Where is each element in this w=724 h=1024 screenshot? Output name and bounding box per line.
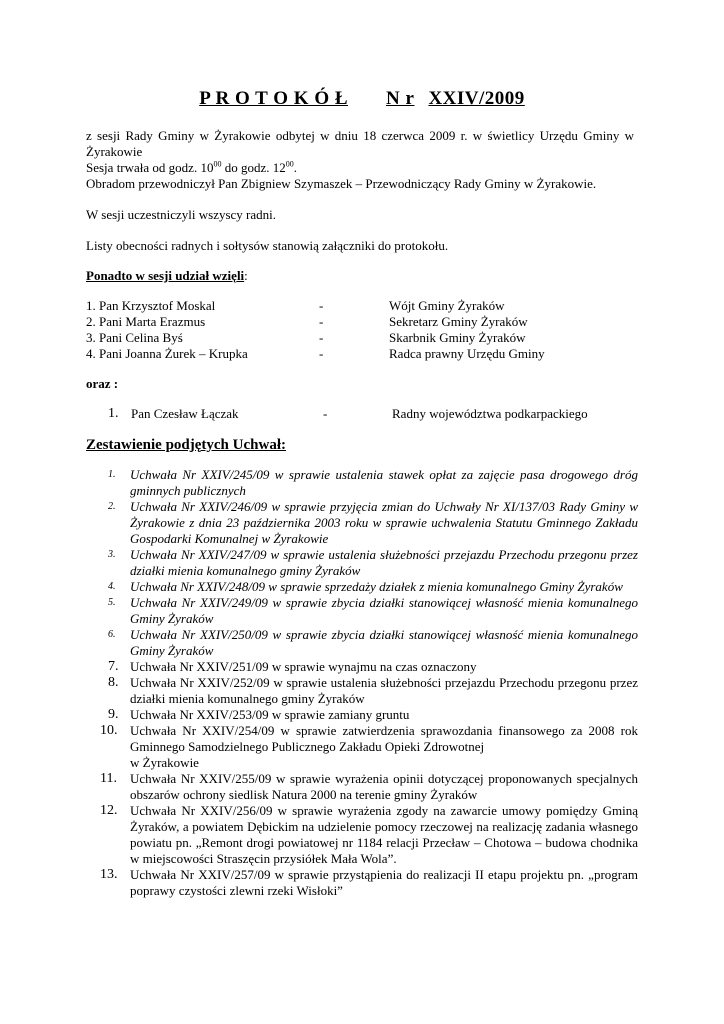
resolution-number: 13.: [100, 867, 118, 882]
participant-name: 2. Pani Marta Erazmus: [86, 314, 206, 329]
extra-participant-number: 1.: [108, 406, 119, 421]
participant-dash: -: [319, 346, 324, 361]
participant-role: Skarbnik Gminy Żyraków: [389, 330, 526, 345]
resolutions-list: [86, 467, 638, 899]
title-part-nr: N r: [386, 88, 415, 109]
resolution-number: 10.: [100, 723, 118, 738]
document-title: [0, 87, 724, 111]
resolution-number: 9.: [108, 707, 119, 722]
participants-heading-text: Ponadto w sesji udział wzięli: [86, 268, 245, 283]
participant-dash: -: [319, 314, 324, 329]
intro-session-info: z sesji Rady Gminy w Żyrakowie odbytej w dniu 18 czerwca 2009 r. w świetlicy Urzędu Gminy w Żyrakowie: [86, 128, 634, 159]
participant-role: Radca prawny Urzędu Gminy: [389, 346, 545, 361]
title-part-number: XXIV/2009: [428, 88, 525, 109]
session-start-minutes: 00: [213, 159, 222, 169]
session-duration-end: .: [293, 160, 297, 175]
participant-dash: -: [319, 298, 324, 313]
resolution-text: Uchwała Nr XXIV/248/09 w sprawie sprzedaży działek z mienia komunalnego Gminy Żyraków: [130, 579, 623, 594]
participant-name: 1. Pan Krzysztof Moskal: [86, 298, 216, 313]
resolution-number: 11.: [100, 771, 117, 786]
participant-row: [0, 330, 724, 346]
resolution-number: 7.: [108, 659, 119, 674]
participant-dash: -: [319, 330, 324, 345]
resolution-item: [86, 867, 638, 899]
session-duration: [86, 160, 297, 176]
resolution-number: 3.: [108, 549, 116, 560]
resolution-item: [86, 595, 638, 627]
attendance-line: W sesji uczestniczyli wszyscy radni.: [86, 207, 277, 222]
resolution-text: Uchwała Nr XXIV/247/09 w sprawie ustalenia służebności przejazdu Przechodu przegonu przez działki mienia komunalnego gminy Żyraków: [130, 547, 638, 578]
resolution-number: 8.: [108, 675, 119, 690]
resolution-item: [86, 659, 638, 675]
resolution-text: Uchwała Nr XXIV/256/09 w sprawie wyrażenia zgody na zawarcie umowy pomiędzy Gminą Żyraków, a powiatem Dębickim na udzielenie pomocy rzeczowej na realizację zadania własnego powiatu pn. „Remont drogi powiatowej nr 1184 relacji Przecław – Chotowa – budowa chodnika w miejscowości Straszęcin przysiółek Mała Wola”.: [130, 803, 638, 866]
resolution-number: 2.: [108, 501, 116, 512]
resolution-number: 12.: [100, 803, 118, 818]
title-part-protokol: P R O T O K Ó Ł: [199, 88, 349, 109]
participant-row: [0, 314, 724, 330]
participants-heading: [86, 268, 248, 284]
resolution-number: 6.: [108, 629, 116, 640]
resolution-item: [86, 627, 638, 659]
session-duration-text: Sesja trwała od godz. 10: [86, 160, 214, 175]
resolution-item: [86, 675, 638, 707]
resolution-item: [86, 467, 638, 499]
extra-participant-name: Pan Czesław Łączak: [131, 406, 239, 421]
participant-role: Sekretarz Gminy Żyraków: [389, 314, 528, 329]
participant-role: Wójt Gminy Żyraków: [389, 298, 505, 313]
resolution-text: Uchwała Nr XXIV/245/09 w sprawie ustalenia stawek opłat za zajęcie pasa drogowego dróg gminnych publicznych: [130, 467, 638, 498]
resolution-number: 5.: [108, 597, 116, 608]
resolution-text: Uchwała Nr XXIV/251/09 w sprawie wynajmu na czas oznaczony: [130, 659, 477, 674]
resolution-item: [86, 707, 638, 723]
resolution-text: Uchwała Nr XXIV/249/09 w sprawie zbycia działki stanowiącej własność mienia komunalnego Gminy Żyraków: [130, 595, 638, 626]
resolution-item: [86, 803, 638, 867]
resolution-item: [86, 547, 638, 579]
resolution-number: 1.: [108, 469, 116, 480]
resolution-text: Uchwała Nr XXIV/255/09 w sprawie wyrażenia opinii dotyczącej proponowanych specjalnych obszarów ochrony siedlisk Natura 2000 na terenie gminy Żyraków: [130, 771, 638, 802]
extra-participant-role: Radny województwa podkarpackiego: [392, 406, 588, 421]
participant-row: [0, 298, 724, 314]
resolution-item: [86, 579, 638, 595]
extra-participant-dash: -: [323, 406, 328, 421]
resolution-text: Uchwała Nr XXIV/252/09 w sprawie ustalenia służebności przejazdu Przechodu przegonu przez działki mienia komunalnego gminy Żyraków: [130, 675, 638, 706]
resolution-text: Uchwała Nr XXIV/254/09 w sprawie zatwierdzenia sprawozdania finansowego za 2008 rok Gminnego Samodzielnego Publicznego Zakładu Opieki Zdrowotnej: [130, 723, 638, 754]
participants-heading-colon: :: [244, 268, 248, 283]
resolution-text: Uchwała Nr XXIV/250/09 w sprawie zbycia działki stanowiącej własność mienia komunalnego Gminy Żyraków: [130, 627, 638, 658]
resolution-item: [86, 723, 638, 771]
session-end-minutes: 00: [285, 159, 294, 169]
oraz-label: oraz :: [86, 376, 119, 391]
extra-participant-row: [0, 406, 724, 424]
resolution-text-continuation: w Żyrakowie: [130, 755, 199, 770]
chairman-line: Obradom przewodniczył Pan Zbigniew Szymaszek – Przewodniczący Rady Gminy w Żyrakowie.: [86, 176, 597, 191]
participant-name: 3. Pani Celina Byś: [86, 330, 183, 345]
resolution-item: [86, 499, 638, 547]
participant-row: [0, 346, 724, 362]
resolution-text: Uchwała Nr XXIV/253/09 w sprawie zamiany gruntu: [130, 707, 410, 722]
resolutions-heading: Zestawienie podjętych Uchwał:: [86, 437, 286, 453]
resolution-number: 4.: [108, 581, 116, 592]
resolution-item: [86, 771, 638, 803]
attendance-lists-line: Listy obecności radnych i sołtysów stanowią załączniki do protokołu.: [86, 238, 449, 253]
session-duration-text-mid: do godz. 12: [221, 160, 286, 175]
resolution-text: Uchwała Nr XXIV/246/09 w sprawie przyjęcia zmian do Uchwały Nr XI/137/03 Rady Gminy w Żyrakowie z dnia 23 października 2003 roku w sprawie uchwalenia Statutu Gminnego Zakładu Gospodarki Komunalnej w Żyrakowie: [130, 499, 638, 546]
resolution-text: Uchwała Nr XXIV/257/09 w sprawie przystąpienia do realizacji II etapu projektu pn. „program poprawy czystości zlewni rzeki Wisłoki”: [130, 867, 638, 898]
participant-name: 4. Pani Joanna Żurek – Krupka: [86, 346, 248, 361]
